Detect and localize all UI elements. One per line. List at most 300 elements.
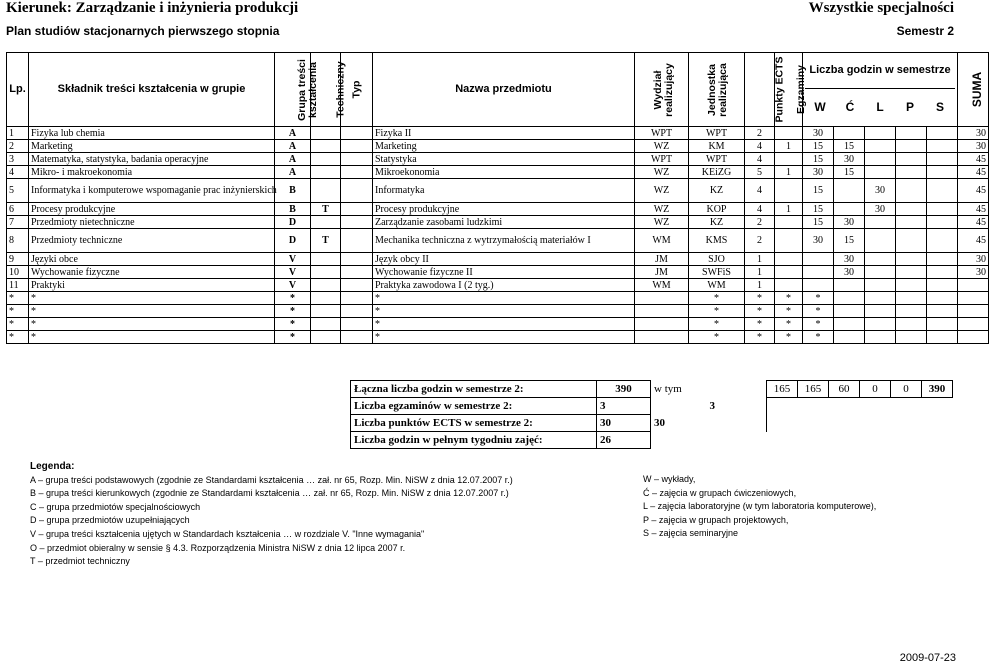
cell-ects: * — [745, 305, 775, 318]
col-faculty-line1: Wydział — [651, 70, 664, 109]
cell-p — [896, 266, 927, 279]
cell-unit: KZ — [689, 179, 745, 203]
cell-exam — [775, 253, 803, 266]
cell-c — [834, 203, 865, 216]
legend-item: O – przedmiot obieralny w sensie § 4.3. Rozporządzenia Ministra NiSW z dnia 12 lipca 2007 r. — [30, 542, 406, 553]
table-row — [7, 216, 989, 229]
cell-w: * — [803, 305, 834, 318]
cell-comp: * — [29, 292, 275, 305]
cell-type — [341, 266, 373, 279]
legend-item: Ć – zajęcia w grupach ćwiczeniowych, — [643, 487, 797, 498]
cell-fac: WM — [635, 229, 689, 253]
cell-comp: Marketing — [29, 140, 275, 153]
cell-w: 30 — [803, 127, 834, 140]
legend-item: P – zajęcia w grupach projektowych, — [643, 514, 789, 525]
cell-sum: 45 — [958, 216, 989, 229]
col-group-line2: kształcenia — [306, 61, 319, 118]
cell-lp: 2 — [7, 140, 29, 153]
cell-ects: 2 — [745, 229, 775, 253]
cell-exam: 1 — [775, 203, 803, 216]
legend-right — [643, 473, 876, 541]
legend-left — [30, 460, 513, 569]
legend-item: W – wykłady, — [643, 474, 696, 484]
col-component: Składnik treści kształcenia w grupie — [29, 53, 275, 127]
cell-sum: 30 — [958, 140, 989, 153]
col-p: P — [905, 100, 914, 114]
summary-c: 165 — [798, 381, 829, 398]
hours-title: Liczba godzin w semestrze — [805, 53, 955, 89]
table-row — [7, 203, 989, 216]
cell-s — [927, 253, 958, 266]
cell-subj: Język obcy II — [373, 253, 635, 266]
cell-ects: 4 — [745, 140, 775, 153]
cell-tech — [311, 127, 341, 140]
cell-p — [896, 153, 927, 166]
col-w: W — [814, 100, 826, 114]
cell-tech — [311, 279, 341, 292]
legend-item: D – grupa przedmiotów uzupełniających — [30, 515, 190, 526]
cell-l — [865, 279, 896, 292]
cell-tech: T — [311, 203, 341, 216]
col-exams-label: Egzaminy — [795, 64, 808, 115]
cell-subj: * — [373, 292, 635, 305]
cell-sum: 30 — [958, 266, 989, 279]
cell-sum — [958, 331, 989, 344]
cell-comp: * — [29, 305, 275, 318]
cell-comp: Fizyka lub chemia — [29, 127, 275, 140]
table-row — [7, 140, 989, 153]
summary-hours-label: Łączna liczba godzin w semestrze 2: — [351, 381, 597, 398]
cell-ects: * — [745, 292, 775, 305]
cell-c — [834, 127, 865, 140]
cell-c: 30 — [834, 266, 865, 279]
cell-c: 15 — [834, 140, 865, 153]
cell-s — [927, 140, 958, 153]
legend-item: L – zajęcia laboratoryjne (w tym laboratoria komputerowe), — [643, 501, 877, 512]
cell-lp: * — [7, 331, 29, 344]
cell-unit: * — [689, 305, 745, 318]
cell-c: 30 — [834, 216, 865, 229]
cell-comp: Wychowanie fizyczne — [29, 266, 275, 279]
cell-unit: KZ — [689, 216, 745, 229]
cell-w: * — [803, 292, 834, 305]
cell-s — [927, 318, 958, 331]
cell-p — [896, 318, 927, 331]
cell-subj: Procesy produkcyjne — [373, 203, 635, 216]
summary-hours-value: 390 — [597, 381, 651, 398]
cell-fac: WPT — [635, 153, 689, 166]
faculty-title: Kierunek: Zarządzanie i inżynieria produkcji — [6, 0, 299, 16]
cell-tech — [311, 166, 341, 179]
cell-type — [341, 253, 373, 266]
cell-exam: * — [775, 331, 803, 344]
summary-empty2 — [767, 415, 953, 432]
cell-l: 30 — [865, 179, 896, 203]
cell-l — [865, 253, 896, 266]
cell-unit: KMS — [689, 229, 745, 253]
plan-title: Plan studiów stacjonarnych pierwszego stopnia — [6, 24, 280, 38]
cell-ects: 4 — [745, 179, 775, 203]
cell-unit: * — [689, 292, 745, 305]
col-lp: Lp. — [7, 53, 29, 127]
cell-tech — [311, 253, 341, 266]
cell-grp: A — [275, 153, 311, 166]
summary-ects-value: 30 — [597, 415, 651, 432]
col-group — [275, 53, 319, 127]
col-sum-label: SUMA — [970, 71, 985, 107]
cell-tech — [311, 292, 341, 305]
cell-fac: JM — [635, 253, 689, 266]
cell-lp: * — [7, 305, 29, 318]
cell-sum: 30 — [958, 127, 989, 140]
cell-grp: A — [275, 140, 311, 153]
document-date: 2009-07-23 — [899, 652, 956, 664]
table-row — [7, 229, 989, 253]
col-sum — [958, 53, 989, 127]
cell-unit: KEiZG — [689, 166, 745, 179]
cell-fac: WZ — [635, 216, 689, 229]
cell-fac — [635, 305, 689, 318]
summary-exams-value: 3 — [597, 398, 651, 415]
cell-subj: * — [373, 318, 635, 331]
cell-exam: * — [775, 305, 803, 318]
cell-l — [865, 166, 896, 179]
cell-s — [927, 166, 958, 179]
cell-ects: 5 — [745, 166, 775, 179]
col-faculty — [635, 53, 689, 127]
cell-sum — [958, 292, 989, 305]
col-l: L — [876, 100, 884, 114]
cell-w: * — [803, 318, 834, 331]
col-s: S — [935, 100, 944, 114]
cell-subj: * — [373, 331, 635, 344]
cell-type — [341, 216, 373, 229]
summary-weekly-value: 26 — [597, 432, 651, 449]
cell-grp: V — [275, 266, 311, 279]
cell-grp: D — [275, 216, 311, 229]
cell-ects: 1 — [745, 253, 775, 266]
cell-tech — [311, 216, 341, 229]
cell-s — [927, 331, 958, 344]
cell-ects: 4 — [745, 203, 775, 216]
cell-ects: 1 — [745, 266, 775, 279]
cell-subj: Marketing — [373, 140, 635, 153]
cell-w — [803, 279, 834, 292]
cell-p — [896, 229, 927, 253]
cell-unit: KOP — [689, 203, 745, 216]
col-group-line1: Grupa treści — [295, 58, 308, 121]
cell-c — [834, 279, 865, 292]
cell-exam — [775, 229, 803, 253]
cell-w: 15 — [803, 179, 834, 203]
cell-s — [927, 305, 958, 318]
legend-item: T – przedmiot techniczny — [30, 556, 130, 567]
cell-c: 15 — [834, 229, 865, 253]
cell-comp: Języki obce — [29, 253, 275, 266]
cell-c: 30 — [834, 253, 865, 266]
cell-lp: 3 — [7, 153, 29, 166]
cell-type — [341, 229, 373, 253]
semester-title: Semestr 2 — [896, 24, 954, 38]
col-subject: Nazwa przedmiotu — [373, 53, 635, 127]
cell-p — [896, 166, 927, 179]
cell-p — [896, 253, 927, 266]
table-row — [7, 279, 989, 292]
cell-l — [865, 127, 896, 140]
cell-unit: SWFiS — [689, 266, 745, 279]
cell-type — [341, 140, 373, 153]
cell-c: 15 — [834, 166, 865, 179]
cell-fac: WPT — [635, 127, 689, 140]
cell-comp: Przedmioty nietechniczne — [29, 216, 275, 229]
col-ects — [745, 53, 786, 127]
cell-unit: * — [689, 318, 745, 331]
col-unit-line1: Jednostka — [705, 63, 718, 116]
cell-type — [341, 179, 373, 203]
cell-comp: Mikro- i makroekonomia — [29, 166, 275, 179]
cell-fac: WZ — [635, 166, 689, 179]
cell-p — [896, 179, 927, 203]
cell-subj: Fizyka II — [373, 127, 635, 140]
cell-ects: 4 — [745, 153, 775, 166]
summary-total: 390 — [922, 381, 953, 398]
cell-sum: 45 — [958, 153, 989, 166]
header-plan-line — [6, 24, 954, 40]
cell-subj: Statystyka — [373, 153, 635, 166]
legend-item: V – grupa treści kształcenia ujętych w Standardach kształcenia … w rozdziale V. "Inne wymagania" — [30, 528, 425, 539]
cell-subj: Wychowanie fizyczne II — [373, 266, 635, 279]
cell-unit: WM — [689, 279, 745, 292]
cell-lp: 11 — [7, 279, 29, 292]
cell-l: 30 — [865, 203, 896, 216]
cell-w — [803, 253, 834, 266]
cell-lp: 8 — [7, 229, 29, 253]
summary-exams-gap — [651, 398, 707, 415]
legend-item: C – grupa przedmiotów specjalnościowych — [30, 501, 201, 512]
col-faculty-line2: realizujący — [662, 62, 675, 117]
cell-exam: 1 — [775, 166, 803, 179]
cell-exam: * — [775, 292, 803, 305]
cell-exam: 1 — [775, 140, 803, 153]
cell-type — [341, 166, 373, 179]
summary-p: 0 — [860, 381, 891, 398]
cell-sum: 45 — [958, 179, 989, 203]
cell-tech — [311, 266, 341, 279]
cell-lp: * — [7, 292, 29, 305]
cell-subj: Informatyka — [373, 179, 635, 203]
cell-w: 15 — [803, 153, 834, 166]
cell-comp: Matematyka, statystyka, badania operacyjne — [29, 153, 275, 166]
cell-p — [896, 127, 927, 140]
cell-comp: Procesy produkcyjne — [29, 203, 275, 216]
cell-comp: Przedmioty techniczne — [29, 229, 275, 253]
cell-p — [896, 305, 927, 318]
cell-c — [834, 318, 865, 331]
cell-type — [341, 203, 373, 216]
cell-fac: WM — [635, 279, 689, 292]
legend-title: Legenda: — [30, 461, 75, 472]
cell-grp: V — [275, 253, 311, 266]
table-row — [7, 253, 989, 266]
summary-ects-value2: 30 — [651, 415, 707, 432]
cell-s — [927, 229, 958, 253]
cell-lp: 5 — [7, 179, 29, 203]
cell-p — [896, 279, 927, 292]
cell-l — [865, 153, 896, 166]
cell-comp: Informatyka i komputerowe wspomaganie prac inżynierskich — [29, 179, 275, 203]
specialties-title: Wszystkie specjalności — [808, 0, 954, 16]
summary-table — [350, 380, 953, 449]
cell-unit: WPT — [689, 153, 745, 166]
col-unit — [689, 53, 745, 127]
cell-type — [341, 305, 373, 318]
cell-sum: 45 — [958, 229, 989, 253]
study-plan-table — [6, 52, 989, 344]
cell-p — [896, 140, 927, 153]
cell-unit: WPT — [689, 127, 745, 140]
cell-w — [803, 266, 834, 279]
cell-c — [834, 179, 865, 203]
cell-sum — [958, 305, 989, 318]
cell-w: 15 — [803, 140, 834, 153]
cell-ects: * — [745, 318, 775, 331]
cell-sum: 30 — [958, 253, 989, 266]
cell-tech — [311, 179, 341, 203]
cell-l — [865, 140, 896, 153]
col-hours-group — [803, 53, 958, 127]
summary-empty — [767, 398, 953, 415]
summary-w: 165 — [767, 381, 798, 398]
cell-w: 15 — [803, 216, 834, 229]
cell-ects: 2 — [745, 127, 775, 140]
cell-fac — [635, 331, 689, 344]
cell-grp: D — [275, 229, 311, 253]
cell-type — [341, 279, 373, 292]
cell-l — [865, 305, 896, 318]
cell-s — [927, 292, 958, 305]
cell-w: 15 — [803, 203, 834, 216]
cell-fac: WZ — [635, 203, 689, 216]
cell-p — [896, 216, 927, 229]
cell-fac — [635, 318, 689, 331]
cell-grp: V — [275, 279, 311, 292]
cell-exam — [775, 216, 803, 229]
header-faculty-line — [6, 0, 954, 18]
legend-item: A – grupa treści podstawowych (zgodnie ze Standardami kształcenia … zał. nr 65, Rozp. Min. NiSW z dnia 12.07.2007 r.) — [30, 474, 513, 485]
cell-lp: 9 — [7, 253, 29, 266]
cell-c — [834, 305, 865, 318]
cell-subj: * — [373, 305, 635, 318]
cell-ects: * — [745, 331, 775, 344]
cell-sum — [958, 318, 989, 331]
cell-tech — [311, 153, 341, 166]
cell-tech — [311, 331, 341, 344]
summary-in-which: w tym — [651, 381, 707, 398]
cell-p — [896, 331, 927, 344]
cell-c — [834, 292, 865, 305]
cell-s — [927, 179, 958, 203]
cell-l — [865, 318, 896, 331]
cell-unit: * — [689, 331, 745, 344]
cell-l — [865, 331, 896, 344]
cell-p — [896, 292, 927, 305]
cell-grp: * — [275, 292, 311, 305]
cell-fac: WZ — [635, 179, 689, 203]
cell-tech: T — [311, 229, 341, 253]
table-row — [7, 127, 989, 140]
cell-w: * — [803, 331, 834, 344]
col-ects-label: Punkty ECTS — [773, 56, 786, 123]
table-row — [7, 292, 989, 305]
cell-exam — [775, 279, 803, 292]
cell-s — [927, 203, 958, 216]
cell-grp: B — [275, 203, 311, 216]
table-row — [7, 318, 989, 331]
cell-type — [341, 318, 373, 331]
cell-ects: 2 — [745, 216, 775, 229]
cell-exam — [775, 266, 803, 279]
cell-type — [341, 292, 373, 305]
cell-c: 30 — [834, 153, 865, 166]
cell-grp: * — [275, 318, 311, 331]
cell-exam — [775, 153, 803, 166]
table-row — [7, 305, 989, 318]
cell-subj: Praktyka zawodowa I (2 tyg.) — [373, 279, 635, 292]
cell-exam — [775, 127, 803, 140]
col-type-label: Typ — [349, 80, 362, 99]
cell-grp: * — [275, 331, 311, 344]
cell-subj: Mikroekonomia — [373, 166, 635, 179]
summary-exams-value2: 3 — [707, 398, 767, 415]
cell-tech — [311, 305, 341, 318]
summary-spacer — [707, 381, 767, 398]
cell-p — [896, 203, 927, 216]
cell-s — [927, 127, 958, 140]
cell-w: 30 — [803, 166, 834, 179]
cell-fac: JM — [635, 266, 689, 279]
cell-lp: 1 — [7, 127, 29, 140]
cell-lp: 7 — [7, 216, 29, 229]
cell-type — [341, 153, 373, 166]
cell-lp: 4 — [7, 166, 29, 179]
cell-subj: Mechanika techniczna z wytrzymałością materiałów I — [373, 229, 635, 253]
col-unit-line2: realizująca — [716, 62, 729, 117]
cell-lp: * — [7, 318, 29, 331]
cell-comp: * — [29, 318, 275, 331]
cell-fac — [635, 292, 689, 305]
summary-l: 60 — [829, 381, 860, 398]
cell-fac: WZ — [635, 140, 689, 153]
cell-type — [341, 331, 373, 344]
cell-subj: Zarządzanie zasobami ludzkimi — [373, 216, 635, 229]
col-technical-label: Techniczny — [334, 61, 347, 118]
summary-ects-gap — [707, 415, 767, 432]
cell-grp: A — [275, 166, 311, 179]
summary-weekly-label: Liczba godzin w pełnym tygodniu zajęć: — [351, 432, 597, 449]
cell-grp: A — [275, 127, 311, 140]
table-row — [7, 166, 989, 179]
cell-grp: * — [275, 305, 311, 318]
cell-grp: B — [275, 179, 311, 203]
table-row — [7, 331, 989, 344]
summary-exams-label: Liczba egzaminów w semestrze 2: — [351, 398, 597, 415]
cell-exam — [775, 179, 803, 203]
cell-l — [865, 266, 896, 279]
cell-l — [865, 292, 896, 305]
table-row — [7, 266, 989, 279]
legend-item: B – grupa treści kierunkowych (zgodnie ze Standardami kształcenia … zał. nr 65, Rozp. Min. NiSW z dnia 12.07.2007 r.) — [30, 488, 509, 499]
cell-tech — [311, 140, 341, 153]
